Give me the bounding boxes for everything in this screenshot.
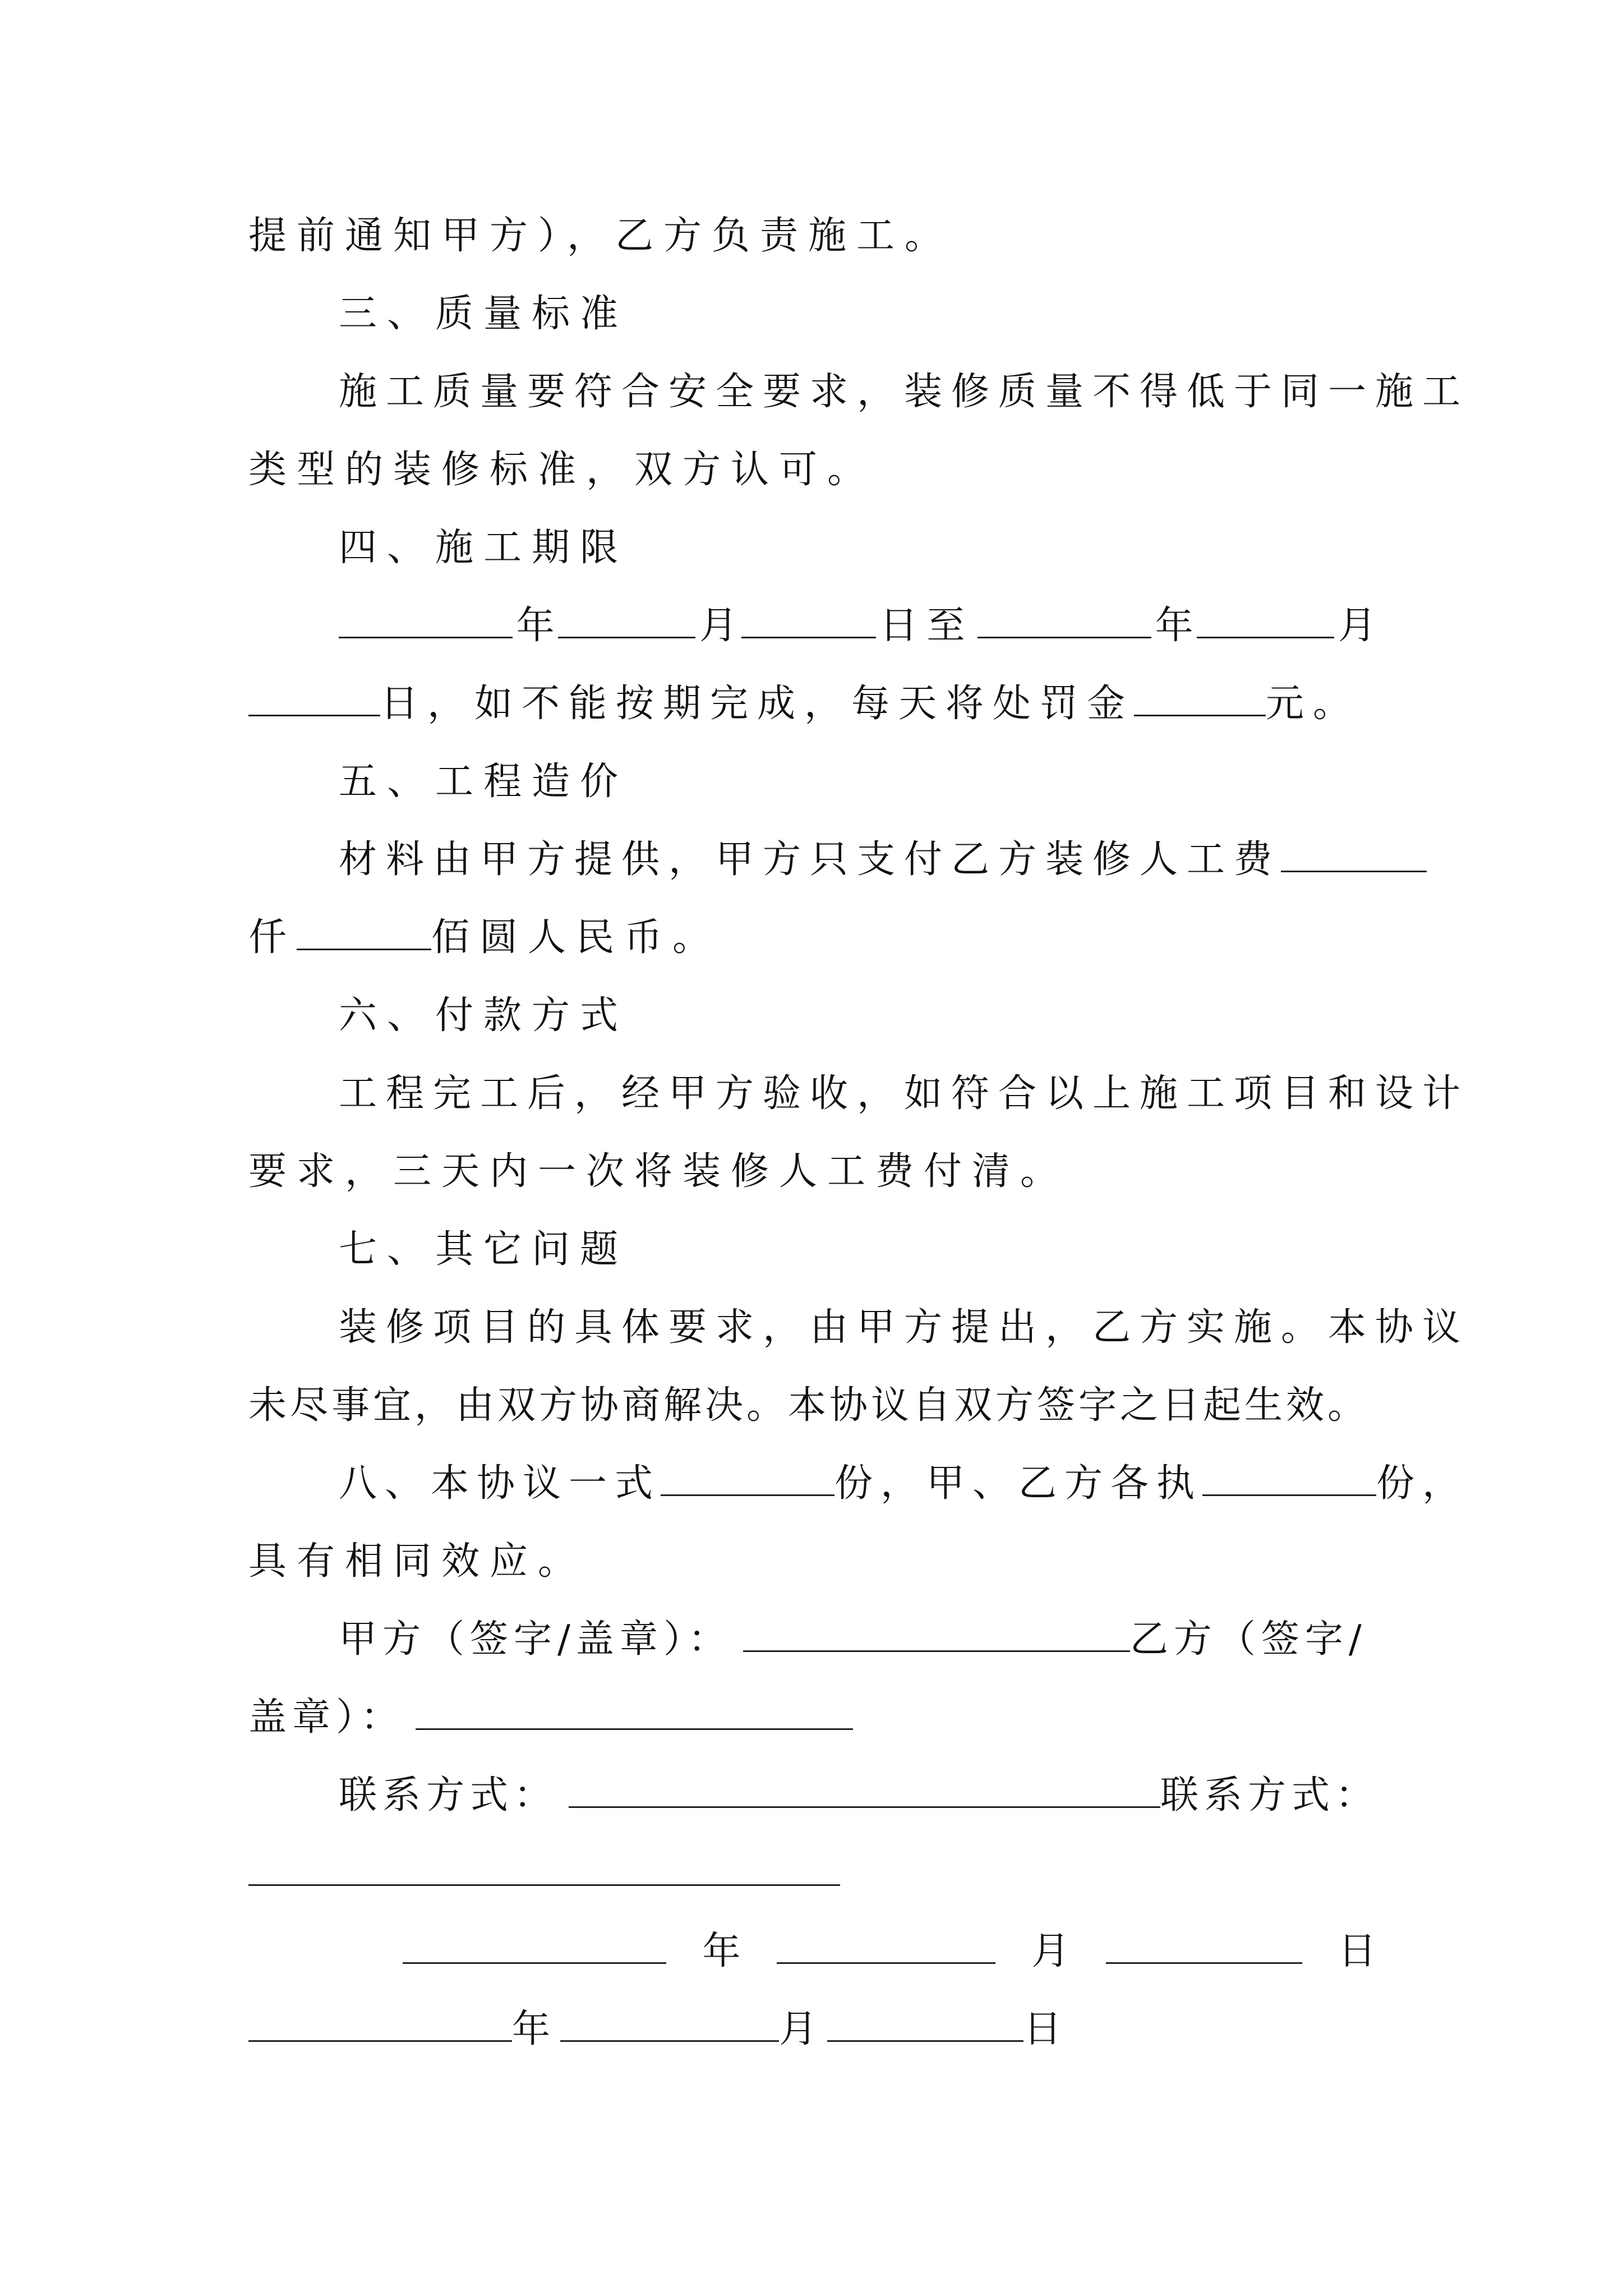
blank-field xyxy=(1202,1460,1376,1496)
qian-label: 仟 xyxy=(248,915,297,960)
yuan-label: 元。 xyxy=(1266,682,1361,726)
year-label: 年 xyxy=(512,2007,561,2051)
blank-field xyxy=(248,1849,840,1886)
blank-field xyxy=(978,602,1151,638)
copies-line xyxy=(339,1457,1469,1511)
blank-field xyxy=(1134,680,1266,716)
copies-prefix: 八、本协议一式 xyxy=(339,1461,661,1506)
contact-b-label: 联系方式： xyxy=(1160,1773,1380,1818)
month-label: 月 xyxy=(1031,1929,1070,1973)
section-heading-quality: 三、质量标准 xyxy=(339,292,629,336)
section-heading-payment: 六、付款方式 xyxy=(339,993,629,1038)
year-label: 年 xyxy=(516,604,555,648)
blank-field xyxy=(339,602,513,638)
cost-text: 材料由甲方提供，甲方只支付乙方装修人工费 xyxy=(339,838,1281,882)
date-row-1 xyxy=(403,1925,1376,1978)
blank-field xyxy=(1281,836,1427,872)
blank-field xyxy=(661,1460,834,1496)
cost-line-2 xyxy=(248,911,1376,965)
signature-line-2 xyxy=(248,1691,1376,1745)
party-b-signature-label-cont: 盖章）： xyxy=(248,1695,405,1740)
cost-line-1 xyxy=(339,833,1376,887)
blank-field xyxy=(248,2005,512,2042)
paragraph-line: 类型的装修标准，双方认可。 xyxy=(248,448,876,492)
period-line-2 xyxy=(248,677,1376,731)
blank-field xyxy=(560,2005,779,2042)
year-label: 年 xyxy=(1155,604,1193,648)
party-a-signature-label: 甲方（签字/盖章）： xyxy=(339,1617,732,1662)
month-label: 月 xyxy=(699,604,737,648)
paragraph-line: 提前通知甲方），乙方负责施工。 xyxy=(248,214,953,258)
day-label: 日 xyxy=(1338,1929,1376,1973)
month-label: 月 xyxy=(1338,604,1376,648)
blank-field xyxy=(569,1772,1160,1808)
contact-line-2 xyxy=(248,1847,1376,1901)
year-label: 年 xyxy=(702,1929,741,1973)
blank-field xyxy=(741,602,876,638)
section-heading-cost: 五、工程造价 xyxy=(339,760,629,804)
penalty-text: 日，如不能按期完成，每天将处罚金 xyxy=(380,682,1135,726)
party-b-signature-label: 乙方（签字/ xyxy=(1129,1617,1367,1662)
blank-field xyxy=(248,680,380,716)
paragraph-line: 要求，三天内一次将装修人工费付清。 xyxy=(248,1149,1069,1194)
day-label: 日 xyxy=(1023,2007,1072,2051)
blank-field xyxy=(743,1616,1130,1652)
paragraph-line: 未尽事宜，由双方协商解决。本协议自双方签字之日起生效。 xyxy=(248,1383,1370,1428)
month-label: 月 xyxy=(779,2007,828,2051)
paragraph-line: 装修项目的具体要求，由甲方提出，乙方实施。本协议 xyxy=(339,1305,1470,1350)
blank-field xyxy=(1106,1927,1302,1964)
section-heading-period: 四、施工期限 xyxy=(339,526,629,570)
paragraph-line: 工程完工后，经甲方验收，如符合以上施工项目和设计 xyxy=(339,1071,1470,1116)
day-to-label: 日至 xyxy=(879,604,974,648)
date-row-2 xyxy=(248,2003,1376,2056)
contact-a-label: 联系方式： xyxy=(339,1773,558,1818)
copies-suffix: 份， xyxy=(1376,1461,1469,1506)
paragraph-line: 具有相同效应。 xyxy=(248,1539,587,1584)
signature-line xyxy=(339,1613,1376,1667)
blank-field xyxy=(777,1927,995,1964)
copies-mid: 份，甲、乙方各执 xyxy=(834,1461,1203,1506)
bai-label: 佰圆人民币。 xyxy=(431,915,721,960)
blank-field xyxy=(297,914,431,950)
blank-field xyxy=(827,2005,1023,2042)
blank-field xyxy=(1197,602,1334,638)
section-heading-other: 七、其它问题 xyxy=(339,1227,629,1272)
period-line-1 xyxy=(339,599,1376,653)
blank-field xyxy=(558,602,695,638)
blank-field xyxy=(403,1927,666,1964)
contact-line xyxy=(339,1769,1380,1823)
blank-field xyxy=(416,1694,853,1730)
paragraph-line: 施工质量要符合安全要求，装修质量不得低于同一施工 xyxy=(339,370,1470,414)
